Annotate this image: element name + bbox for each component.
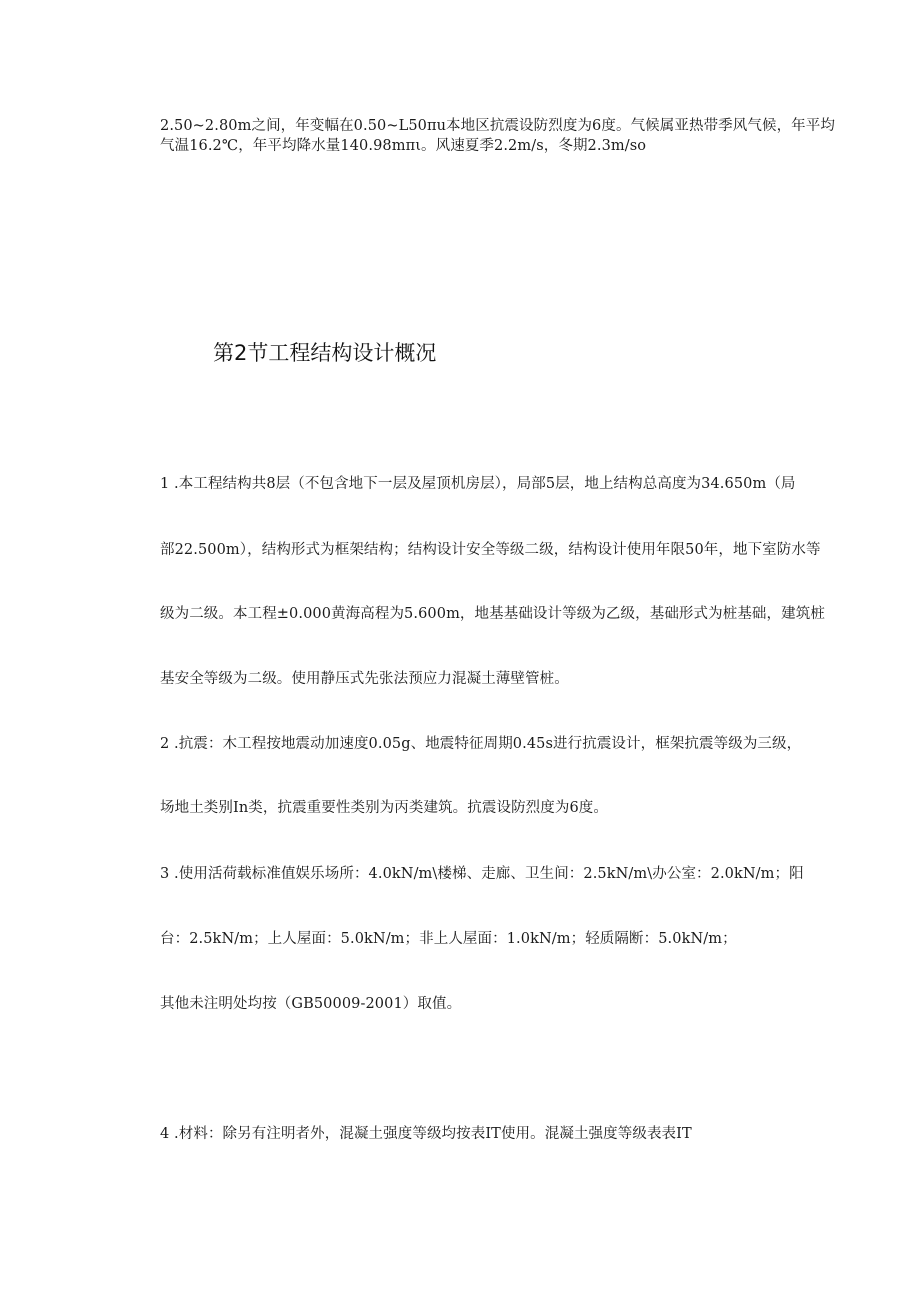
paragraph-1-line-3: 级为二级。本工程±0.000黄海高程为5.600m，地基基础设计等级为乙级，基础形式为桩基础，建筑桩 <box>160 606 825 622</box>
section-title: 第2节工程结构设计概况 <box>213 341 437 365</box>
paragraph-1-line-2: 部22.500m），结构形式为框架结构；结构设计安全等级二级，结构设计使用年限50年，地下室防水等 <box>160 542 821 558</box>
paragraph-3-line-2: 台：2.5kN/m；上人屋面：5.0kN/m；非上人屋面：1.0kN/m；轻质隔断：5.0kN/m； <box>160 931 737 947</box>
paragraph-4-line-1: 4 .材料：除另有注明者外，混凝土强度等级均按表IT使用。混凝土强度等级表表IT <box>160 1126 692 1142</box>
paragraph-1-line-1: 1 .本工程结构共8层（不包含地下一层及屋顶机房层），局部5层，地上结构总高度为34.650m（局 <box>160 476 796 492</box>
paragraph-2-line-2: 场地土类别In类，抗震重要性类别为丙类建筑。抗震设防烈度为6度。 <box>160 800 608 816</box>
paragraph-3-line-3: 其他未注明处均按（GB50009-2001）取值。 <box>160 996 462 1012</box>
paragraph-1-line-4: 基安全等级为二级。使用静压式先张法预应力混凝土薄壁管桩。 <box>160 671 569 687</box>
paragraph-2-line-1: 2 .抗震：木工程按地震动加速度0.05g、地震特征周期0.45s进行抗震设计，框架抗震等级为三级， <box>160 736 802 752</box>
intro-line-2: 气温16.2℃，年平均降水量140.98mπι。风速夏季2.2m/s，冬期2.3m/so <box>160 138 647 154</box>
paragraph-3-line-1: 3 .使用活荷载标准值娱乐场所：4.0kN/m\楼梯、走廊、卫生间：2.5kN/m\办公室：2.0kN/m；阳 <box>160 866 804 882</box>
intro-line-1: 2.50~2.80m之间，年变幅在0.50~L50πu本地区抗震设防烈度为6度。气候属亚热带季风气候，年平均 <box>160 118 835 134</box>
